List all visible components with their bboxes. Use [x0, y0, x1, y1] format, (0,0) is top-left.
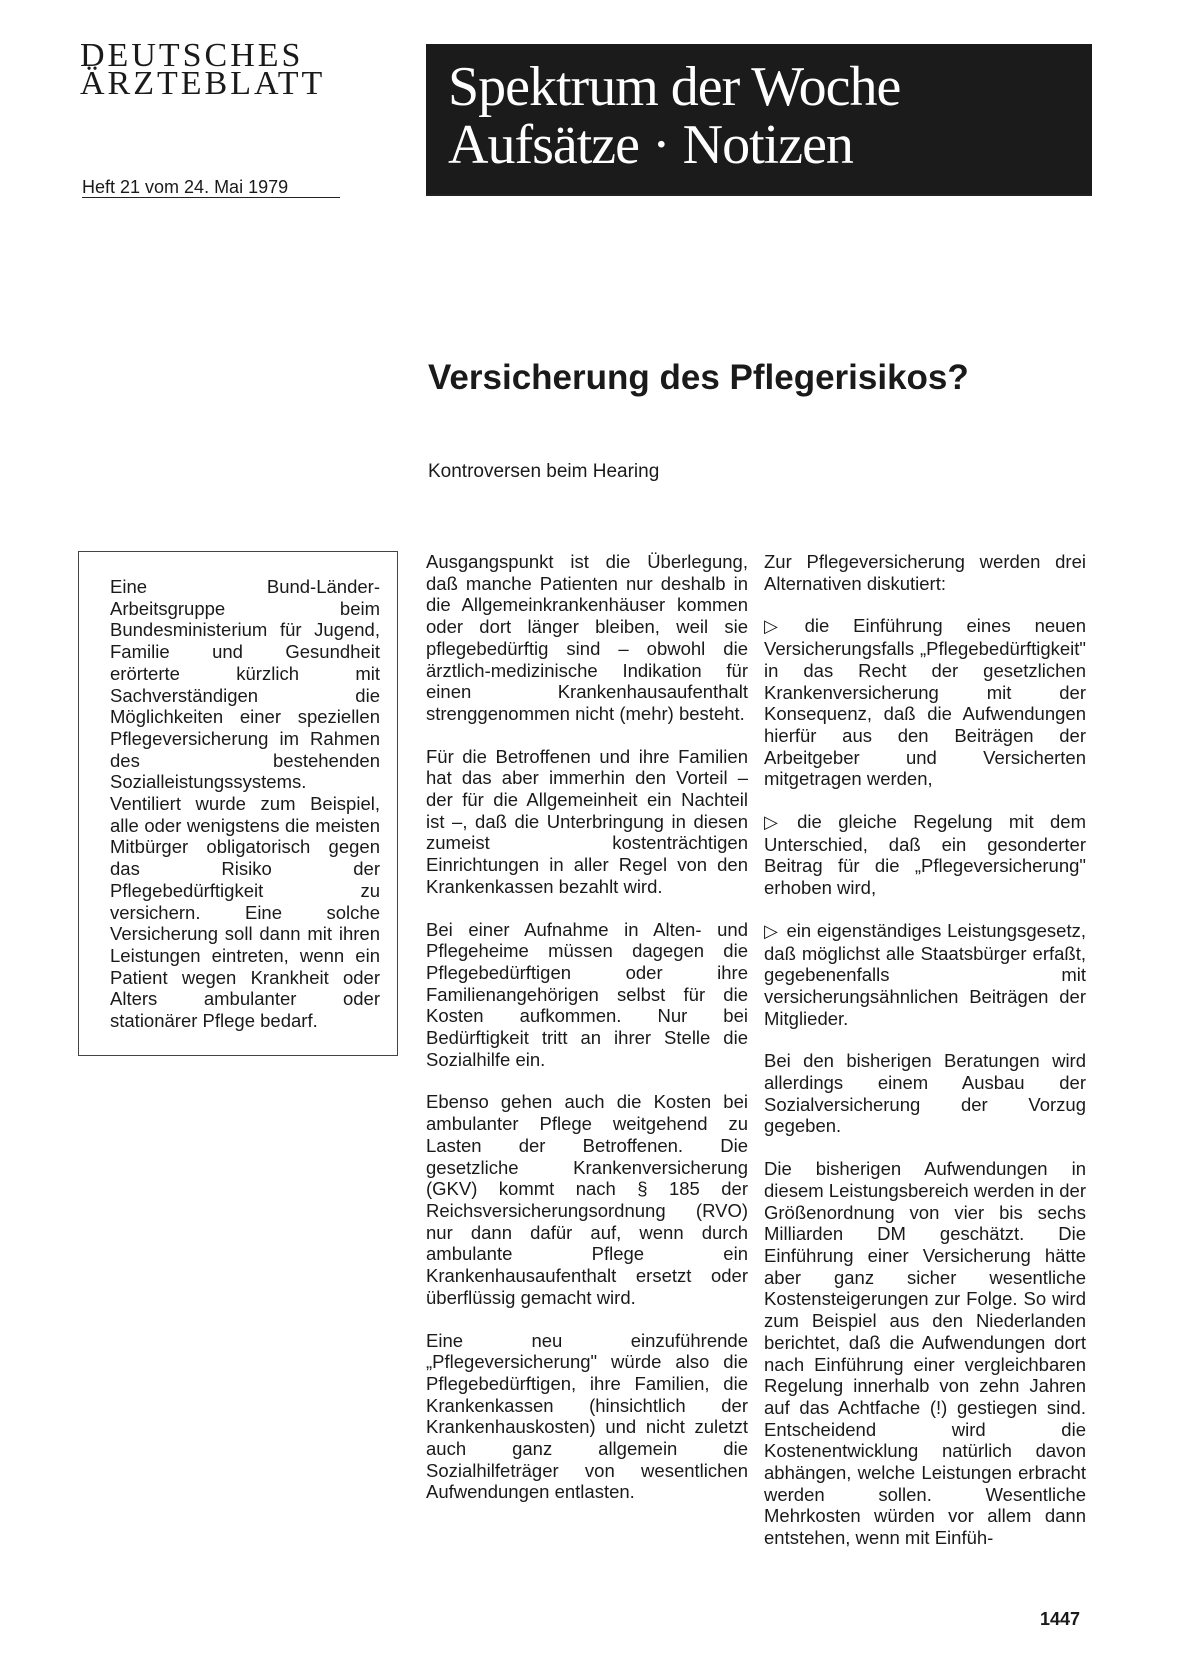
paragraph: Eine neu einzuführende „Pflegeversicherung" würde also die Pflegebedürftigen, ihre Familien, die Krankenkassen (hinsichtlich der Krankenhauskosten) und nicht zuletzt auch ganz allgemein die Sozialhilfeträger von wesentlichen Aufwendungen entlasten.	[426, 1329, 748, 1503]
section-header-line-2: Aufsätze · Notizen	[448, 114, 853, 176]
list-item	[764, 811, 1086, 899]
paragraph: Die bisherigen Aufwendungen in diesem Leistungsbereich werden in der Größenordnung von vier bis sechs Milliarden DM geschätzt. Die Einführung einer Versicherung hätte aber ganz sicher wesentliche Kostensteigerungen zur Folge. So wird zum Beispiel aus den Niederlanden berichtet, daß die Aufwendungen dort nach Einführung einer vergleichbaren Regelung innerhalb von zehn Jahren auf das Achtfache (!) gestiegen sind. Entscheidend wird die Kostenentwicklung natürlich davon abhängen, welche Leistungen erbracht werden sollen. Wesentliche Mehrkosten würden vor allem dann entstehen, wenn mit Einfüh-	[764, 1158, 1086, 1549]
paragraph: Zur Pflegeversicherung werden drei Alternativen diskutiert:	[764, 551, 1086, 594]
list-item	[764, 615, 1086, 790]
paragraph: Ebenso gehen auch die Kosten bei ambulanter Pflege weitgehend zu Lasten der Betroffenen. Die gesetzliche Krankenversicherung (GKV) kommt nach § 185 der Reichsversicherungsordnung (RVO) nur dann dafür auf, wenn durch ambulante Pflege ein Krankenhausaufenthalt ersetzt oder überflüssig gemacht wird.	[426, 1091, 748, 1308]
issue-line: Heft 21 vom 24. Mai 1979	[82, 177, 289, 197]
masthead-line-2: ÄRZTEBLATT	[80, 65, 326, 102]
article-headline: Versicherung des Pflegerisikos?	[428, 358, 969, 397]
article-column-2	[426, 551, 748, 1524]
paragraph: Bei den bisherigen Beratungen wird allerdings einem Ausbau der Sozialversicherung der Vorzug gegeben.	[764, 1050, 1086, 1137]
list-item-text: die Einführung eines neuen Versicherungsfalls „Pflegebedürftigkeit" in das Recht der gesetzlichen Krankenversicherung mit der Konsequenz, daß die Aufwendungen hierfür aus den Beiträgen der Arbeitgeber und Versicherten mitgetragen werden,	[764, 615, 1087, 790]
article-column-3	[764, 551, 1086, 1570]
article-subtitle: Kontroversen beim Hearing	[428, 461, 660, 482]
page-number: 1447	[1040, 1609, 1081, 1629]
paragraph: Für die Betroffenen und ihre Familien hat das aber immerhin den Vorteil – der für die Allgemeinheit ein Nachteil ist –, daß die Unterbringung in diesen zumeist kostenträchtigen Einrichtungen in aller Regel von den Krankenkassen bezahlt wird.	[426, 745, 748, 897]
paragraph: Bei einer Aufnahme in Alten- und Pflegeheime müssen dagegen die Pflegebedürftigen oder ihre Familienangehörigen selbst für die Kosten aufkommen. Nur bei Bedürftigkeit tritt an ihrer Stelle die Sozialhilfe ein.	[426, 918, 748, 1070]
masthead-logo	[80, 37, 410, 102]
issue-divider	[82, 197, 340, 198]
list-item-text: ein eigenständiges Leistungsgesetz, daß möglichst alle Staatsbürger erfaßt, gegebenenfalls mit versicherungsähnlichen Beiträgen der Mitglieder.	[764, 919, 1086, 1029]
masthead-line-1: DEUTSCHES	[80, 37, 304, 74]
paragraph: Ausgangspunkt ist die Überlegung, daß manche Patienten nur deshalb in die Allgemeinkrankenhäuser kommen oder dort länger bleiben, weil sie pflegebedürftig sind – obwohl die ärztlich-medizinische Indikation für einen Krankenhausaufenthalt strenggenommen nicht (mehr) besteht.	[426, 551, 748, 724]
triangle-right-icon: ▷	[764, 812, 790, 833]
header-divider	[426, 194, 1092, 196]
section-header-line-1: Spektrum der Woche	[448, 56, 901, 118]
section-header	[426, 44, 1092, 194]
triangle-right-icon: ▷	[764, 616, 797, 637]
list-item	[764, 920, 1086, 1030]
triangle-right-icon: ▷	[764, 920, 779, 941]
article-lead: Eine Bund-Länder-Arbeitsgruppe beim Bundesministerium für Jugend, Familie und Gesundheit erörterte kürzlich mit Sachverständigen die Möglichkeiten einer speziellen Pflegeversicherung im Rahmen des bestehenden Sozialleistungssystems. Ventiliert wurde zum Beispiel, alle oder wenigstens die meisten Mitbürger obligatorisch gegen das Risiko der Pflegebedürftigkeit zu versichern. Eine solche Versicherung soll dann mit ihren Leistungen eintreten, wenn ein Patient wegen Krankheit oder Alters ambulanter oder stationärer Pflege bedarf.	[110, 576, 380, 1032]
list-item-text: die gleiche Regelung mit dem Unterschied, daß ein gesonderter Beitrag für die „Pflegeversicherung" erhoben wird,	[764, 811, 1087, 899]
